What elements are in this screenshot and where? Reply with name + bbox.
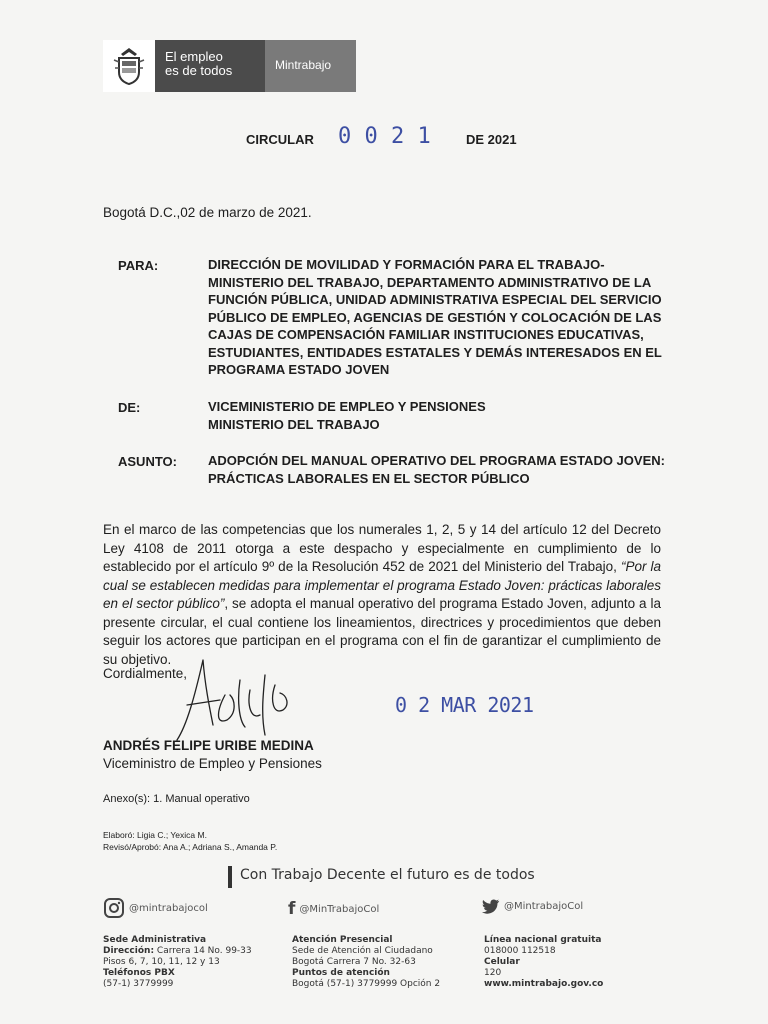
para-line: PROGRAMA ESTADO JOVEN (208, 362, 390, 377)
linea-title: Línea nacional gratuita (484, 935, 602, 945)
para-line: MINISTERIO DEL TRABAJO, DEPARTAMENTO ADMINISTRATIVO DE LA (208, 274, 652, 290)
instagram-icon (103, 897, 125, 919)
slogan-line1: El empleo (165, 49, 223, 64)
closing: Cordialmente, (103, 666, 188, 681)
para-line: DIRECCIÓN DE MOVILIDAD Y FORMACIÓN PARA EL TRABAJO- (208, 257, 605, 272)
footer-tagline: Con Trabajo Decente el futuro es de todos (240, 867, 535, 883)
footer-col-sede (103, 935, 252, 990)
slogan-line2: es de todos (165, 63, 233, 78)
atencion-line1: Sede de Atención al Ciudadano (292, 946, 433, 956)
celular-title: Celular (484, 957, 520, 967)
de-sender (208, 398, 486, 433)
annex: Anexo(s): 1. Manual operativo (103, 793, 250, 805)
facebook-icon: f (288, 899, 296, 919)
instagram-handle[interactable] (103, 897, 208, 919)
para-label: PARA: (118, 258, 159, 273)
asunto-line: PRÁCTICAS LABORALES EN EL SECTOR PÚBLICO (208, 470, 530, 486)
facebook-text: @MinTrabajoCol (299, 903, 380, 915)
footer-col-atencion (292, 935, 440, 990)
body-part2: , se adopta el manual operativo del programa Estado Joven, adjunto a la presente circular, el cual contiene los lineamientos, directrices y procedimientos que deben seguir los actores que participan en el programa con el fin de garantizar el cumplimiento de su objetivo. (103, 596, 661, 667)
asunto-subject (208, 452, 665, 487)
facebook-handle[interactable] (288, 899, 379, 919)
signer-name: ANDRÉS FELIPE URIBE MEDINA (103, 738, 314, 753)
direccion-label: Dirección: (103, 946, 155, 956)
asunto-line: ADOPCIÓN DEL MANUAL OPERATIVO DEL PROGRAMA ESTADO JOVEN: (208, 453, 665, 468)
footer-col-linea (484, 935, 603, 990)
place-date: Bogotá D.C.,02 de marzo de 2021. (103, 205, 312, 220)
circular-label: CIRCULAR (246, 132, 314, 147)
telefonos-label: Teléfonos PBX (103, 968, 175, 978)
de-label: DE: (118, 400, 141, 415)
puntos-line: Bogotá (57-1) 3779999 Opción 2 (292, 979, 441, 989)
atencion-line2: Bogotá Carrera 7 No. 32-63 (292, 957, 416, 967)
para-recipients (208, 256, 660, 379)
handwritten-signature (165, 655, 310, 745)
sede-pisos: Pisos 6, 7, 10, 11, 12 y 13 (103, 957, 220, 967)
atencion-title: Atención Presencial (292, 935, 393, 945)
linea-number: 018000 112518 (484, 946, 556, 956)
stamp-date: 0 2 MAR 2021 (395, 693, 534, 717)
slogan (155, 40, 265, 92)
celular-number: 120 (484, 968, 502, 978)
elaboro: Elaboró: Ligia C.; Yexica M. (103, 830, 207, 840)
telefonos-value: (57-1) 3779999 (103, 979, 174, 989)
para-line: FUNCIÓN PÚBLICA, UNIDAD ADMINISTRATIVA ESPECIAL DEL SERVICIO (208, 292, 662, 307)
twitter-text: @MintrabajoCol (504, 901, 584, 912)
sede-address (103, 946, 252, 957)
de-line: MINISTERIO DEL TRABAJO (208, 416, 380, 432)
reviso: Revisó/Aprobó: Ana A.; Adriana S., Amanda P. (103, 842, 278, 852)
para-line: ESTUDIANTES, ENTIDADES ESTATALES Y DEMÁS INTERESADOS EN EL (208, 344, 662, 360)
puntos-title: Puntos de atención (292, 968, 390, 978)
twitter-handle[interactable] (482, 899, 583, 914)
circular-year: DE 2021 (466, 132, 517, 147)
asunto-label: ASUNTO: (118, 454, 177, 469)
circular-number: 0 0 2 1 (338, 124, 431, 149)
twitter-icon (482, 899, 500, 914)
coat-of-arms-icon (103, 40, 155, 92)
body-paragraph (103, 521, 661, 669)
para-line: CAJAS DE COMPENSACIÓN FAMILIAR INSTITUCIONES EDUCATIVAS, (208, 327, 644, 342)
direccion-value: Carrera 14 No. 99-33 (154, 946, 252, 956)
ministry-name: Mintrabajo (265, 40, 356, 92)
tagline-bar (228, 866, 232, 888)
body-part1: En el marco de las competencias que los numerales 1, 2, 5 y 14 del artículo 12 del Decreto Ley 4108 de 2011 otorga a este despacho y especialmente en cumplimiento de lo establecido por el artículo 9º de la Resolución 452 de 2021 del Ministerio del Trabajo, (103, 522, 661, 574)
website-link[interactable]: www.mintrabajo.gov.co (484, 979, 604, 989)
para-line: PÚBLICO DE EMPLEO, AGENCIAS DE GESTIÓN Y COLOCACIÓN DE LAS (208, 309, 662, 325)
de-line: VICEMINISTERIO DE EMPLEO Y PENSIONES (208, 399, 486, 414)
instagram-text: @mintrabajocol (129, 902, 208, 914)
body-italic-quote: “Por la cual se establecen medidas para implementar el programa Estado Joven: prácticas laborales en el sector público” (103, 559, 661, 611)
sede-title: Sede Administrativa (103, 935, 207, 945)
signer-title: Viceministro de Empleo y Pensiones (103, 756, 322, 771)
mintrabajo-logo (103, 40, 356, 92)
